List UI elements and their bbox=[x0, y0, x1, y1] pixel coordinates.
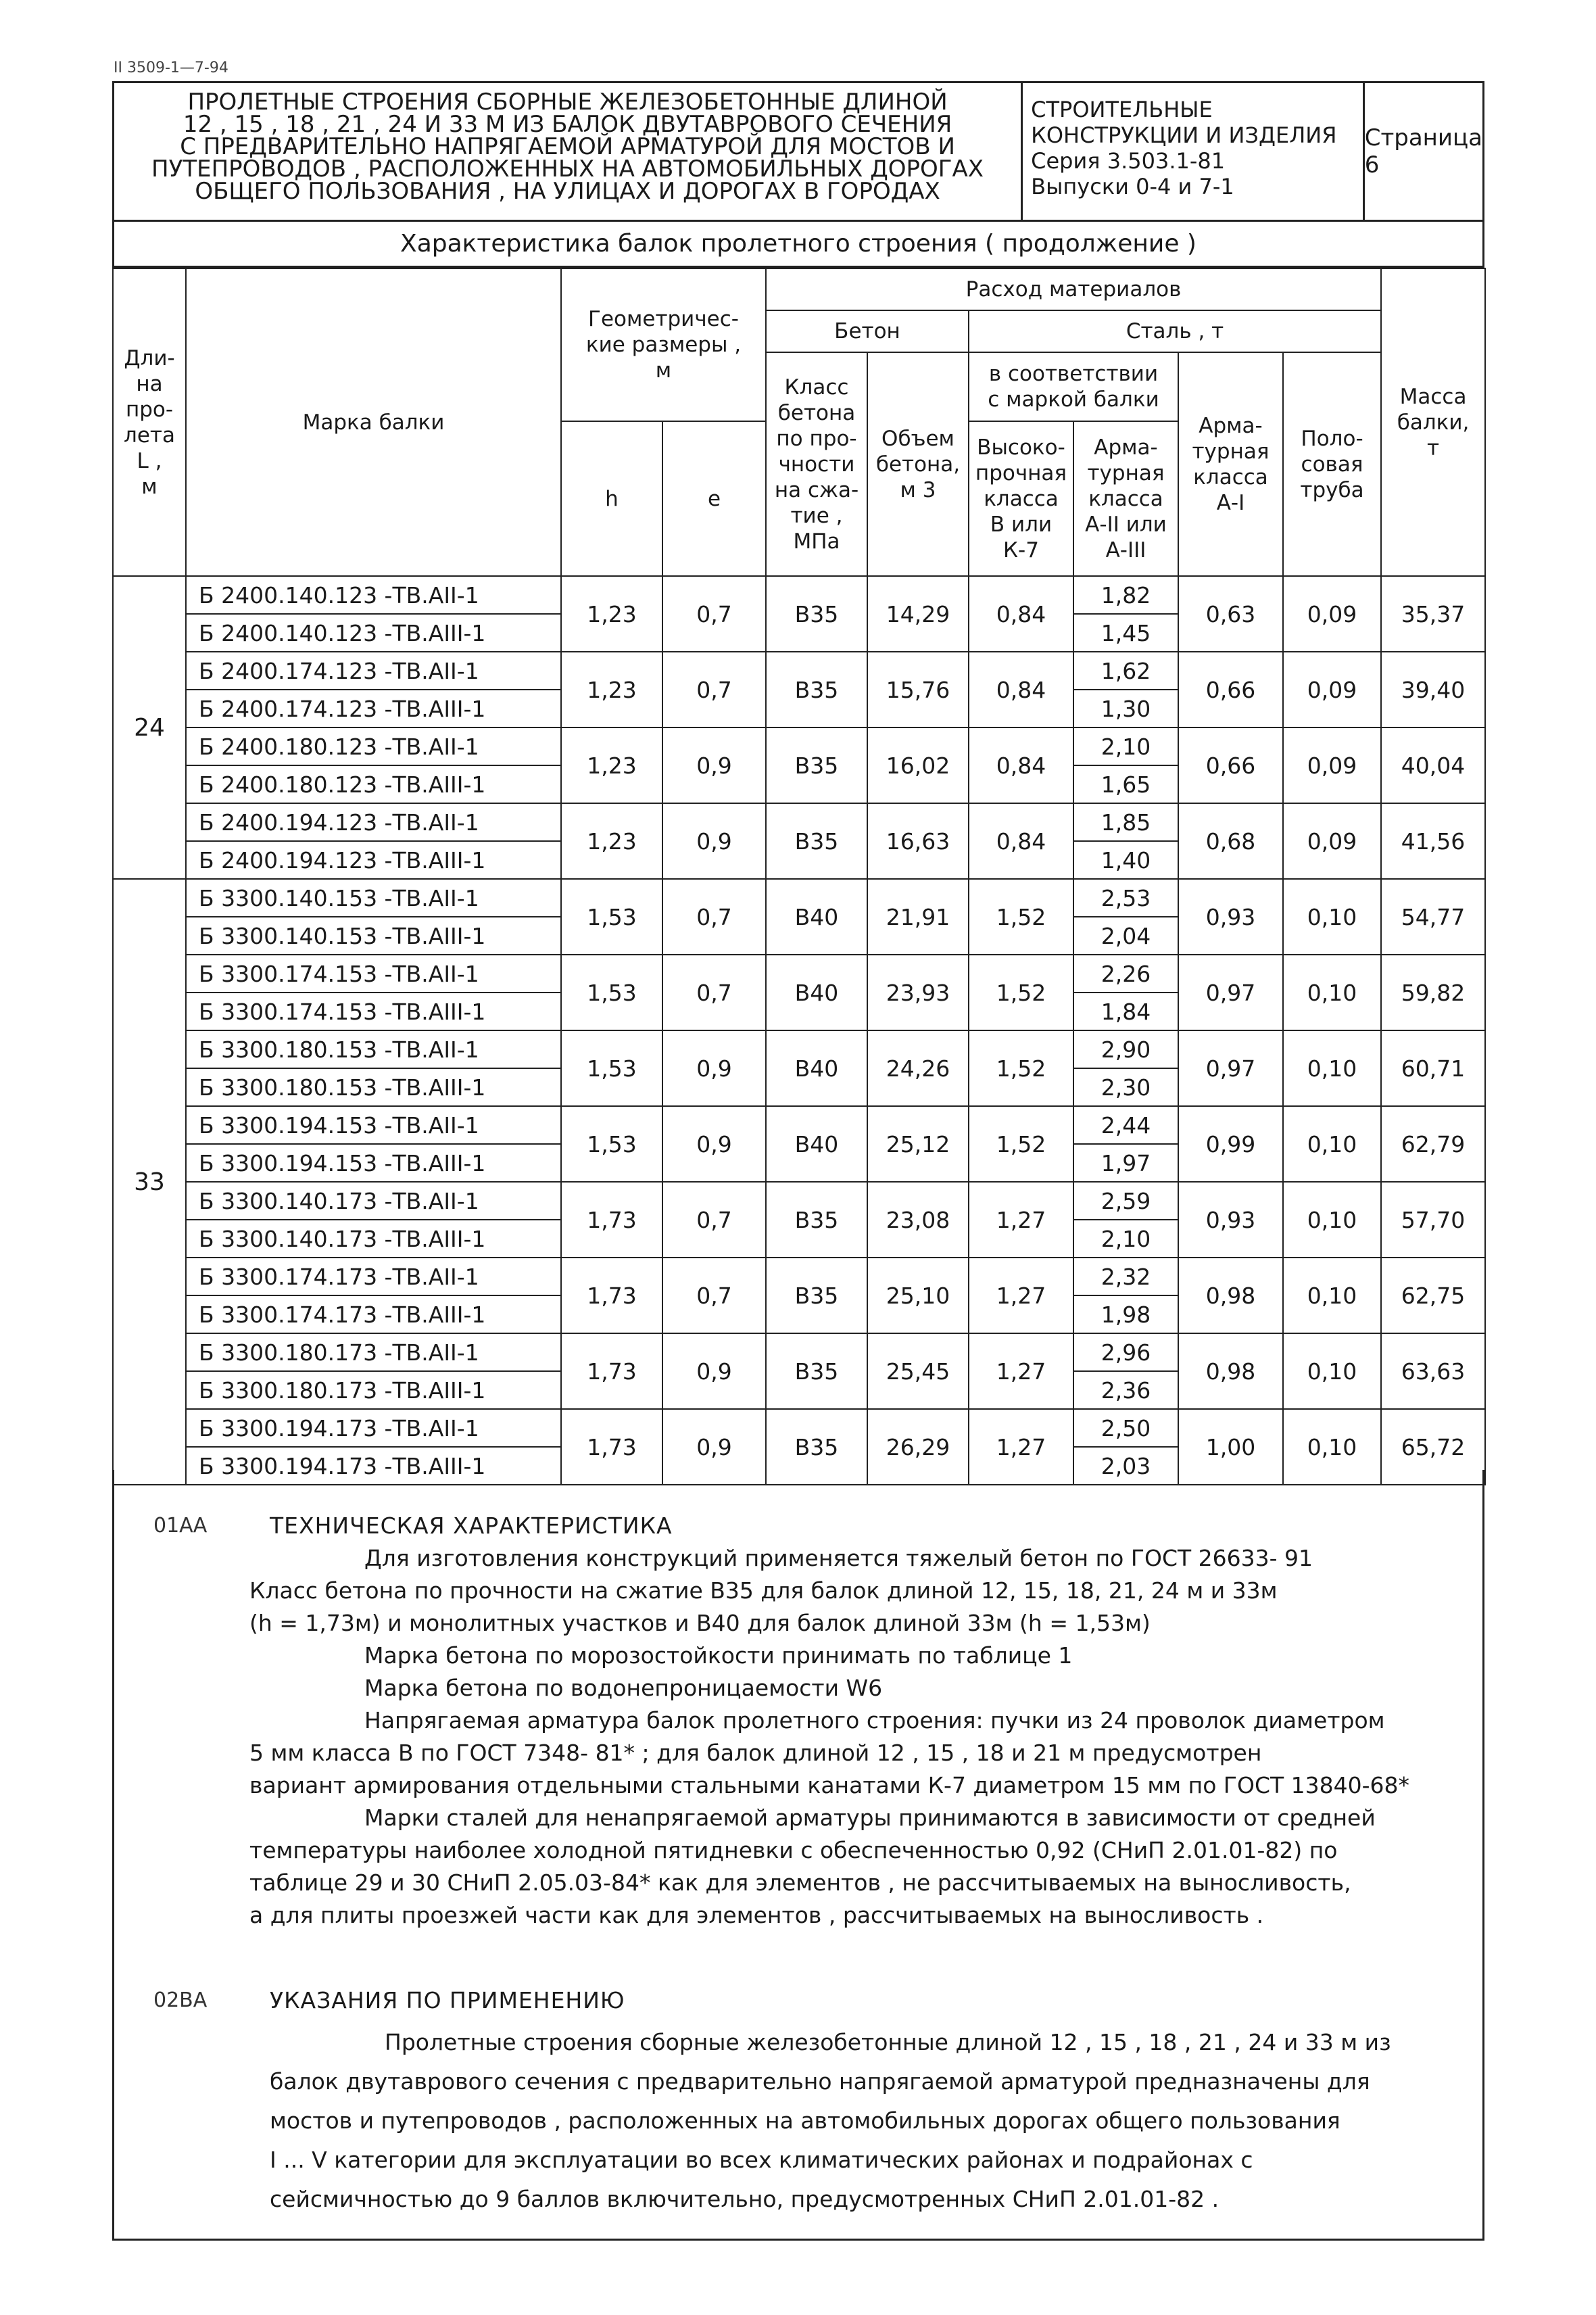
h-header: h bbox=[561, 421, 662, 576]
concrete-volume-header bbox=[867, 352, 969, 576]
beam-characteristics-table bbox=[112, 268, 1486, 1485]
high-strength-steel: 1,27 bbox=[969, 1258, 1073, 1333]
offset-e: 0,7 bbox=[662, 955, 766, 1030]
beam-mass: 60,71 bbox=[1381, 1030, 1485, 1106]
rebar-a2: 2,53 bbox=[1073, 879, 1178, 917]
height-h: 1,23 bbox=[561, 727, 662, 803]
height-h: 1,73 bbox=[561, 1409, 662, 1485]
rebar-a1: 0,98 bbox=[1178, 1333, 1283, 1409]
header-line: труба bbox=[1300, 477, 1364, 502]
section-text-line: сейсмичностью до 9 баллов включительно, предусмотренных СНиП 2.01.01-82 . bbox=[270, 2186, 1219, 2212]
strip-tube: 0,10 bbox=[1283, 1030, 1381, 1106]
header-line: лета bbox=[124, 423, 175, 448]
height-h: 1,73 bbox=[561, 1182, 662, 1258]
strip-tube: 0,10 bbox=[1283, 1258, 1381, 1333]
offset-e: 0,7 bbox=[662, 652, 766, 727]
rebar-a3: 2,04 bbox=[1073, 917, 1178, 955]
materials-header: Расход материалов bbox=[766, 268, 1381, 310]
height-h: 1,53 bbox=[561, 955, 662, 1030]
header-line: А-I bbox=[1216, 490, 1245, 515]
concrete-volume: 25,45 bbox=[867, 1333, 969, 1409]
section-text-line: Марки сталей для ненапрягаемой арматуры принимаются в зависимости от средней bbox=[364, 1805, 1376, 1831]
rebar-a3: 1,84 bbox=[1073, 993, 1178, 1030]
height-h: 1,53 bbox=[561, 1030, 662, 1106]
steel-header: Сталь , т bbox=[969, 310, 1381, 352]
table-row bbox=[113, 1258, 1485, 1295]
offset-e: 0,7 bbox=[662, 879, 766, 955]
header-line: L , bbox=[137, 448, 162, 473]
header-line: чности bbox=[778, 452, 855, 477]
rebar-a2: 2,96 bbox=[1073, 1333, 1178, 1371]
concrete-volume: 25,10 bbox=[867, 1258, 969, 1333]
table-caption: Характеристика балок пролетного строения ( продолжение ) bbox=[112, 222, 1484, 268]
beam-mass: 39,40 bbox=[1381, 652, 1485, 727]
rebar-a3: 1,40 bbox=[1073, 841, 1178, 879]
high-strength-steel: 1,52 bbox=[969, 1030, 1073, 1106]
header-line: кие размеры , bbox=[585, 333, 742, 357]
table-row bbox=[113, 803, 1485, 841]
header-line: по про- bbox=[776, 426, 857, 451]
beam-mark: Б 2400.180.123 -ТВ.АII-1 bbox=[186, 727, 561, 765]
concrete-class: В35 bbox=[766, 1409, 867, 1485]
concrete-class: В40 bbox=[766, 1106, 867, 1182]
section-text-line: Напрягаемая арматура балок пролетного строения: пучки из 24 проволок диаметром bbox=[364, 1707, 1385, 1734]
header-line: тие , bbox=[790, 503, 843, 528]
header-line: бетона bbox=[777, 400, 856, 425]
high-strength-steel: 1,52 bbox=[969, 879, 1073, 955]
by-mark-header bbox=[969, 352, 1178, 421]
concrete-class: В35 bbox=[766, 803, 867, 879]
rebar-a3: 1,97 bbox=[1073, 1144, 1178, 1182]
catalog-line: КОНСТРУКЦИИ И ИЗДЕЛИЯ bbox=[1031, 122, 1337, 148]
header-line: бетона, bbox=[875, 452, 961, 477]
title-line: С ПРЕДВАРИТЕЛЬНО НАПРЯГАЕМОЙ АРМАТУРОЙ ДЛЯ МОСТОВ И bbox=[180, 133, 955, 160]
concrete-volume: 26,29 bbox=[867, 1409, 969, 1485]
header-line: м 3 bbox=[900, 477, 936, 502]
beam-mark: Б 3300.174.153 -ТВ.АII-1 bbox=[186, 955, 561, 993]
table-body bbox=[113, 576, 1485, 1485]
beam-mass: 57,70 bbox=[1381, 1182, 1485, 1258]
section-text-line: вариант армирования отдельными стальными канатами К-7 диаметром 15 мм по ГОСТ 13840-68* bbox=[249, 1772, 1410, 1798]
beam-mark: Б 2400.174.123 -ТВ.АIII-1 bbox=[186, 690, 561, 727]
offset-e: 0,9 bbox=[662, 803, 766, 879]
section-text-line: Пролетные строения сборные железобетонные длиной 12 , 15 , 18 , 21 , 24 и 33 м из bbox=[385, 2029, 1391, 2055]
rebar-a1: 0,93 bbox=[1178, 879, 1283, 955]
rebar-a2: 2,26 bbox=[1073, 955, 1178, 993]
header-line: класса bbox=[1193, 464, 1268, 490]
header-line: Арма- bbox=[1094, 435, 1158, 460]
rebar-a2: 2,59 bbox=[1073, 1182, 1178, 1220]
beam-mark: Б 2400.180.123 -ТВ.АIII-1 bbox=[186, 765, 561, 803]
rebar-a1: 0,68 bbox=[1178, 803, 1283, 879]
concrete-volume: 16,02 bbox=[867, 727, 969, 803]
high-strength-steel: 0,84 bbox=[969, 652, 1073, 727]
header-line: В или bbox=[990, 512, 1053, 537]
section-heading: УКАЗАНИЯ ПО ПРИМЕНЕНИЮ bbox=[270, 1987, 625, 2013]
rebar-a2: 2,10 bbox=[1073, 727, 1178, 765]
concrete-volume: 23,93 bbox=[867, 955, 969, 1030]
header-line: турная bbox=[1192, 439, 1269, 464]
rebar-a1: 0,97 bbox=[1178, 955, 1283, 1030]
concrete-class: В35 bbox=[766, 652, 867, 727]
table-row bbox=[113, 955, 1485, 993]
height-h: 1,23 bbox=[561, 803, 662, 879]
section-text-line: температуры наиболее холодной пятидневки с обеспеченностью 0,92 (СНиП 2.01.01-82) по bbox=[249, 1837, 1338, 1863]
beam-mark: Б 2400.174.123 -ТВ.АII-1 bbox=[186, 652, 561, 690]
title-line: 12 , 15 , 18 , 21 , 24 И 33 М ИЗ БАЛОК ДВУТАВРОВОГО СЕЧЕНИЯ bbox=[183, 111, 952, 138]
header-line: т bbox=[1427, 435, 1440, 460]
height-h: 1,53 bbox=[561, 879, 662, 955]
title-block bbox=[112, 81, 1484, 222]
height-h: 1,53 bbox=[561, 1106, 662, 1182]
beam-mark: Б 3300.180.153 -ТВ.АII-1 bbox=[186, 1030, 561, 1068]
catalog-line: Выпуски 0-4 и 7-1 bbox=[1031, 174, 1234, 199]
height-h: 1,73 bbox=[561, 1258, 662, 1333]
header-line: Дли- bbox=[124, 345, 175, 371]
catalog-line: СТРОИТЕЛЬНЫЕ bbox=[1031, 97, 1213, 122]
rebar-a3: 1,98 bbox=[1073, 1295, 1178, 1333]
table-row bbox=[113, 1182, 1485, 1220]
beam-mark: Б 2400.140.123 -ТВ.АII-1 bbox=[186, 576, 561, 614]
geometry-header bbox=[561, 268, 766, 421]
offset-e: 0,9 bbox=[662, 1106, 766, 1182]
beam-mass: 54,77 bbox=[1381, 879, 1485, 955]
section-text-line: мостов и путепроводов , расположенных на автомобильных дорогах общего пользования bbox=[270, 2107, 1340, 2134]
table-row bbox=[113, 879, 1485, 917]
beam-mark: Б 3300.140.173 -ТВ.АII-1 bbox=[186, 1182, 561, 1220]
high-strength-steel: 0,84 bbox=[969, 576, 1073, 652]
page-number: Страница 6 bbox=[1364, 124, 1482, 178]
e-header: e bbox=[662, 421, 766, 576]
header-line: про- bbox=[125, 397, 174, 422]
beam-mark: Б 2400.194.123 -ТВ.АII-1 bbox=[186, 803, 561, 841]
rebar-a1: 0,97 bbox=[1178, 1030, 1283, 1106]
rebar-a3: 2,03 bbox=[1073, 1447, 1178, 1485]
mark-header: Марка балки bbox=[186, 268, 561, 576]
offset-e: 0,9 bbox=[662, 727, 766, 803]
section-text-line: Марка бетона по водонепроницаемости W6 bbox=[364, 1675, 883, 1701]
concrete-class-header bbox=[766, 352, 867, 576]
beam-mass: 63,63 bbox=[1381, 1333, 1485, 1409]
header-line: с маркой балки bbox=[988, 387, 1159, 412]
section-text-line: Для изготовления конструкций применяется тяжелый бетон по ГОСТ 26633- 91 bbox=[364, 1545, 1313, 1571]
header-line: А-III bbox=[1105, 538, 1146, 563]
beam-mass: 40,04 bbox=[1381, 727, 1485, 803]
header-line: А-II или bbox=[1085, 512, 1167, 537]
height-h: 1,73 bbox=[561, 1333, 662, 1409]
rebar-a3: 2,36 bbox=[1073, 1371, 1178, 1409]
concrete-class: В40 bbox=[766, 1030, 867, 1106]
header-line: на bbox=[136, 371, 163, 396]
concrete-class: В35 bbox=[766, 1333, 867, 1409]
offset-e: 0,7 bbox=[662, 576, 766, 652]
table-row bbox=[113, 1030, 1485, 1068]
document-title bbox=[114, 83, 1023, 220]
header-line: балки, bbox=[1397, 410, 1470, 435]
rebar-a2: 1,85 bbox=[1073, 803, 1178, 841]
rebar-a3: 1,30 bbox=[1073, 690, 1178, 727]
section-code: 01АА bbox=[153, 1514, 208, 1537]
section-text-line: 5 мм класса В по ГОСТ 7348- 81* ; для балок длиной 12 , 15 , 18 и 21 м предусмотрен bbox=[249, 1740, 1262, 1766]
header-line: Масса bbox=[1399, 384, 1467, 409]
concrete-volume: 16,63 bbox=[867, 803, 969, 879]
strip-tube: 0,09 bbox=[1283, 576, 1381, 652]
beam-mark: Б 3300.194.173 -ТВ.АII-1 bbox=[186, 1409, 561, 1447]
rebar-a3: 1,45 bbox=[1073, 614, 1178, 652]
header-line: МПа bbox=[793, 529, 840, 554]
header-line: класса bbox=[984, 486, 1059, 511]
header-line: прочная bbox=[975, 460, 1067, 485]
concrete-volume: 23,08 bbox=[867, 1182, 969, 1258]
concrete-class: В35 bbox=[766, 727, 867, 803]
concrete-volume: 24,26 bbox=[867, 1030, 969, 1106]
strip-tube: 0,09 bbox=[1283, 727, 1381, 803]
title-line: ПУТЕПРОВОДОВ , РАСПОЛОЖЕННЫХ НА АВТОМОБИЛЬНЫХ ДОРОГАХ bbox=[151, 156, 984, 183]
rebar-a1: 0,63 bbox=[1178, 576, 1283, 652]
concrete-volume: 14,29 bbox=[867, 576, 969, 652]
high-strength-steel: 1,27 bbox=[969, 1333, 1073, 1409]
rebar-a2: 1,82 bbox=[1073, 576, 1178, 614]
header-line: Высоко- bbox=[977, 435, 1065, 460]
span-length: 33 bbox=[113, 879, 186, 1485]
beam-mark: Б 2400.194.123 -ТВ.АIII-1 bbox=[186, 841, 561, 879]
beam-mark: Б 3300.194.153 -ТВ.АII-1 bbox=[186, 1106, 561, 1144]
beam-mark: Б 3300.180.153 -ТВ.АIII-1 bbox=[186, 1068, 561, 1106]
concrete-volume: 21,91 bbox=[867, 879, 969, 955]
concrete-class: В35 bbox=[766, 1258, 867, 1333]
height-h: 1,23 bbox=[561, 576, 662, 652]
header-line: в соответствии bbox=[988, 362, 1159, 386]
rebar-a2: 2,90 bbox=[1073, 1030, 1178, 1068]
beam-mass: 62,79 bbox=[1381, 1106, 1485, 1182]
offset-e: 0,7 bbox=[662, 1258, 766, 1333]
rebar-a2: 2,44 bbox=[1073, 1106, 1178, 1144]
concrete-volume: 15,76 bbox=[867, 652, 969, 727]
mass-header bbox=[1381, 268, 1485, 576]
offset-e: 0,7 bbox=[662, 1182, 766, 1258]
strip-tube: 0,09 bbox=[1283, 652, 1381, 727]
concrete-header: Бетон bbox=[766, 310, 969, 352]
section-text-line: таблице 29 и 30 СНиП 2.05.03-84* как для элементов , не рассчитываемых на выносливость, bbox=[249, 1869, 1351, 1896]
beam-mass: 62,75 bbox=[1381, 1258, 1485, 1333]
beam-mark: Б 3300.174.173 -ТВ.АII-1 bbox=[186, 1258, 561, 1295]
beam-mark: Б 2400.140.123 -ТВ.АIII-1 bbox=[186, 614, 561, 652]
table-row bbox=[113, 576, 1485, 614]
high-strength-header bbox=[969, 421, 1073, 576]
offset-e: 0,9 bbox=[662, 1030, 766, 1106]
beam-mass: 35,37 bbox=[1381, 576, 1485, 652]
beam-mark: Б 3300.194.153 -ТВ.АIII-1 bbox=[186, 1144, 561, 1182]
rebar-a3: 2,10 bbox=[1073, 1220, 1178, 1258]
table-row bbox=[113, 1333, 1485, 1371]
header-line: на сжа- bbox=[774, 477, 859, 502]
section-text-line: Класс бетона по прочности на сжатие В35 для балок длиной 12, 15, 18, 21, 24 м и 33м bbox=[249, 1577, 1278, 1604]
beam-mass: 65,72 bbox=[1381, 1409, 1485, 1485]
header-line: Объем bbox=[881, 426, 954, 451]
document-code: II 3509-1—7-94 bbox=[114, 59, 228, 76]
section-code: 02ВА bbox=[153, 1988, 208, 2012]
rebar-a1: 0,66 bbox=[1178, 727, 1283, 803]
rebar-a1: 0,93 bbox=[1178, 1182, 1283, 1258]
rebar-a2: 2,32 bbox=[1073, 1258, 1178, 1295]
section-text-line: балок двутаврового сечения с предварительно напрягаемой арматурой предназначены для bbox=[270, 2068, 1370, 2095]
high-strength-steel: 0,84 bbox=[969, 803, 1073, 879]
high-strength-steel: 1,52 bbox=[969, 1106, 1073, 1182]
height-h: 1,23 bbox=[561, 652, 662, 727]
beam-mass: 41,56 bbox=[1381, 803, 1485, 879]
concrete-volume: 25,12 bbox=[867, 1106, 969, 1182]
section-text-line: Марка бетона по морозостойкости принимать по таблице 1 bbox=[364, 1642, 1073, 1669]
strip-tube: 0,10 bbox=[1283, 1409, 1381, 1485]
title-line: ПРОЛЕТНЫЕ СТРОЕНИЯ СБОРНЫЕ ЖЕЛЕЗОБЕТОННЫЕ ДЛИНОЙ bbox=[187, 89, 948, 116]
header-line: совая bbox=[1301, 452, 1363, 477]
strip-tube: 0,10 bbox=[1283, 1106, 1381, 1182]
strip-tube: 0,10 bbox=[1283, 1182, 1381, 1258]
concrete-class: В35 bbox=[766, 576, 867, 652]
header-line: м bbox=[655, 358, 672, 383]
high-strength-steel: 0,84 bbox=[969, 727, 1073, 803]
header-line: К-7 bbox=[1003, 538, 1039, 563]
table-row bbox=[113, 727, 1485, 765]
beam-mark: Б 3300.174.173 -ТВ.АIII-1 bbox=[186, 1295, 561, 1333]
section-text-line: а для плиты проезжей части как для элементов , рассчитываемых на выносливость . bbox=[249, 1902, 1264, 1928]
notes-block bbox=[112, 1470, 1484, 2241]
catalog-info bbox=[1023, 83, 1365, 220]
strip-tube: 0,10 bbox=[1283, 1333, 1381, 1409]
rebar-a1: 0,99 bbox=[1178, 1106, 1283, 1182]
high-strength-steel: 1,52 bbox=[969, 955, 1073, 1030]
concrete-class: В35 bbox=[766, 1182, 867, 1258]
rebar-a1: 0,66 bbox=[1178, 652, 1283, 727]
beam-mark: Б 3300.140.153 -ТВ.АII-1 bbox=[186, 879, 561, 917]
high-strength-steel: 1,27 bbox=[969, 1182, 1073, 1258]
span-header bbox=[113, 268, 186, 576]
strip-tube: 0,10 bbox=[1283, 955, 1381, 1030]
concrete-class: В40 bbox=[766, 955, 867, 1030]
rebar-a2-header bbox=[1073, 421, 1178, 576]
table-row bbox=[113, 652, 1485, 690]
table-row bbox=[113, 1409, 1485, 1447]
table-row bbox=[113, 1106, 1485, 1144]
rebar-a2: 2,50 bbox=[1073, 1409, 1178, 1447]
header-line: м bbox=[141, 474, 158, 499]
rebar-a1-header bbox=[1178, 352, 1283, 576]
header-line: Геометричес- bbox=[588, 307, 739, 331]
section-text-line: I ... V категории для эксплуатации во всех климатических районах и подрайонах с bbox=[270, 2147, 1253, 2173]
strip-header bbox=[1283, 352, 1381, 576]
high-strength-steel: 1,27 bbox=[969, 1409, 1073, 1485]
section-heading: ТЕХНИЧЕСКАЯ ХАРАКТЕРИСТИКА bbox=[270, 1512, 673, 1539]
strip-tube: 0,10 bbox=[1283, 879, 1381, 955]
header-line: турная bbox=[1087, 460, 1165, 485]
header-line: класса bbox=[1088, 486, 1163, 511]
beam-mark: Б 3300.174.153 -ТВ.АIII-1 bbox=[186, 993, 561, 1030]
beam-mass: 59,82 bbox=[1381, 955, 1485, 1030]
offset-e: 0,9 bbox=[662, 1333, 766, 1409]
beam-mark: Б 3300.140.153 -ТВ.АIII-1 bbox=[186, 917, 561, 955]
section-text-line: (h = 1,73м) и монолитных участков и В40 для балок длиной 33м (h = 1,53м) bbox=[249, 1610, 1151, 1636]
beam-mark: Б 3300.180.173 -ТВ.АIII-1 bbox=[186, 1371, 561, 1409]
beam-mark: Б 3300.180.173 -ТВ.АII-1 bbox=[186, 1333, 561, 1371]
title-line: ОБЩЕГО ПОЛЬЗОВАНИЯ , НА УЛИЦАХ И ДОРОГАХ В ГОРОДАХ bbox=[195, 178, 940, 205]
strip-tube: 0,09 bbox=[1283, 803, 1381, 879]
beam-mark: Б 3300.140.173 -ТВ.АIII-1 bbox=[186, 1220, 561, 1258]
rebar-a2: 1,62 bbox=[1073, 652, 1178, 690]
rebar-a1: 0,98 bbox=[1178, 1258, 1283, 1333]
rebar-a3: 2,30 bbox=[1073, 1068, 1178, 1106]
catalog-line: Серия 3.503.1-81 bbox=[1031, 148, 1226, 174]
concrete-class: В40 bbox=[766, 879, 867, 955]
rebar-a3: 1,65 bbox=[1073, 765, 1178, 803]
span-length: 24 bbox=[113, 576, 186, 879]
rebar-a1: 1,00 bbox=[1178, 1409, 1283, 1485]
header-line: Класс bbox=[784, 375, 849, 400]
offset-e: 0,9 bbox=[662, 1409, 766, 1485]
beam-mark: Б 3300.194.173 -ТВ.АIII-1 bbox=[186, 1447, 561, 1485]
header-line: Арма- bbox=[1199, 413, 1263, 438]
header-line: Поло- bbox=[1301, 426, 1363, 451]
